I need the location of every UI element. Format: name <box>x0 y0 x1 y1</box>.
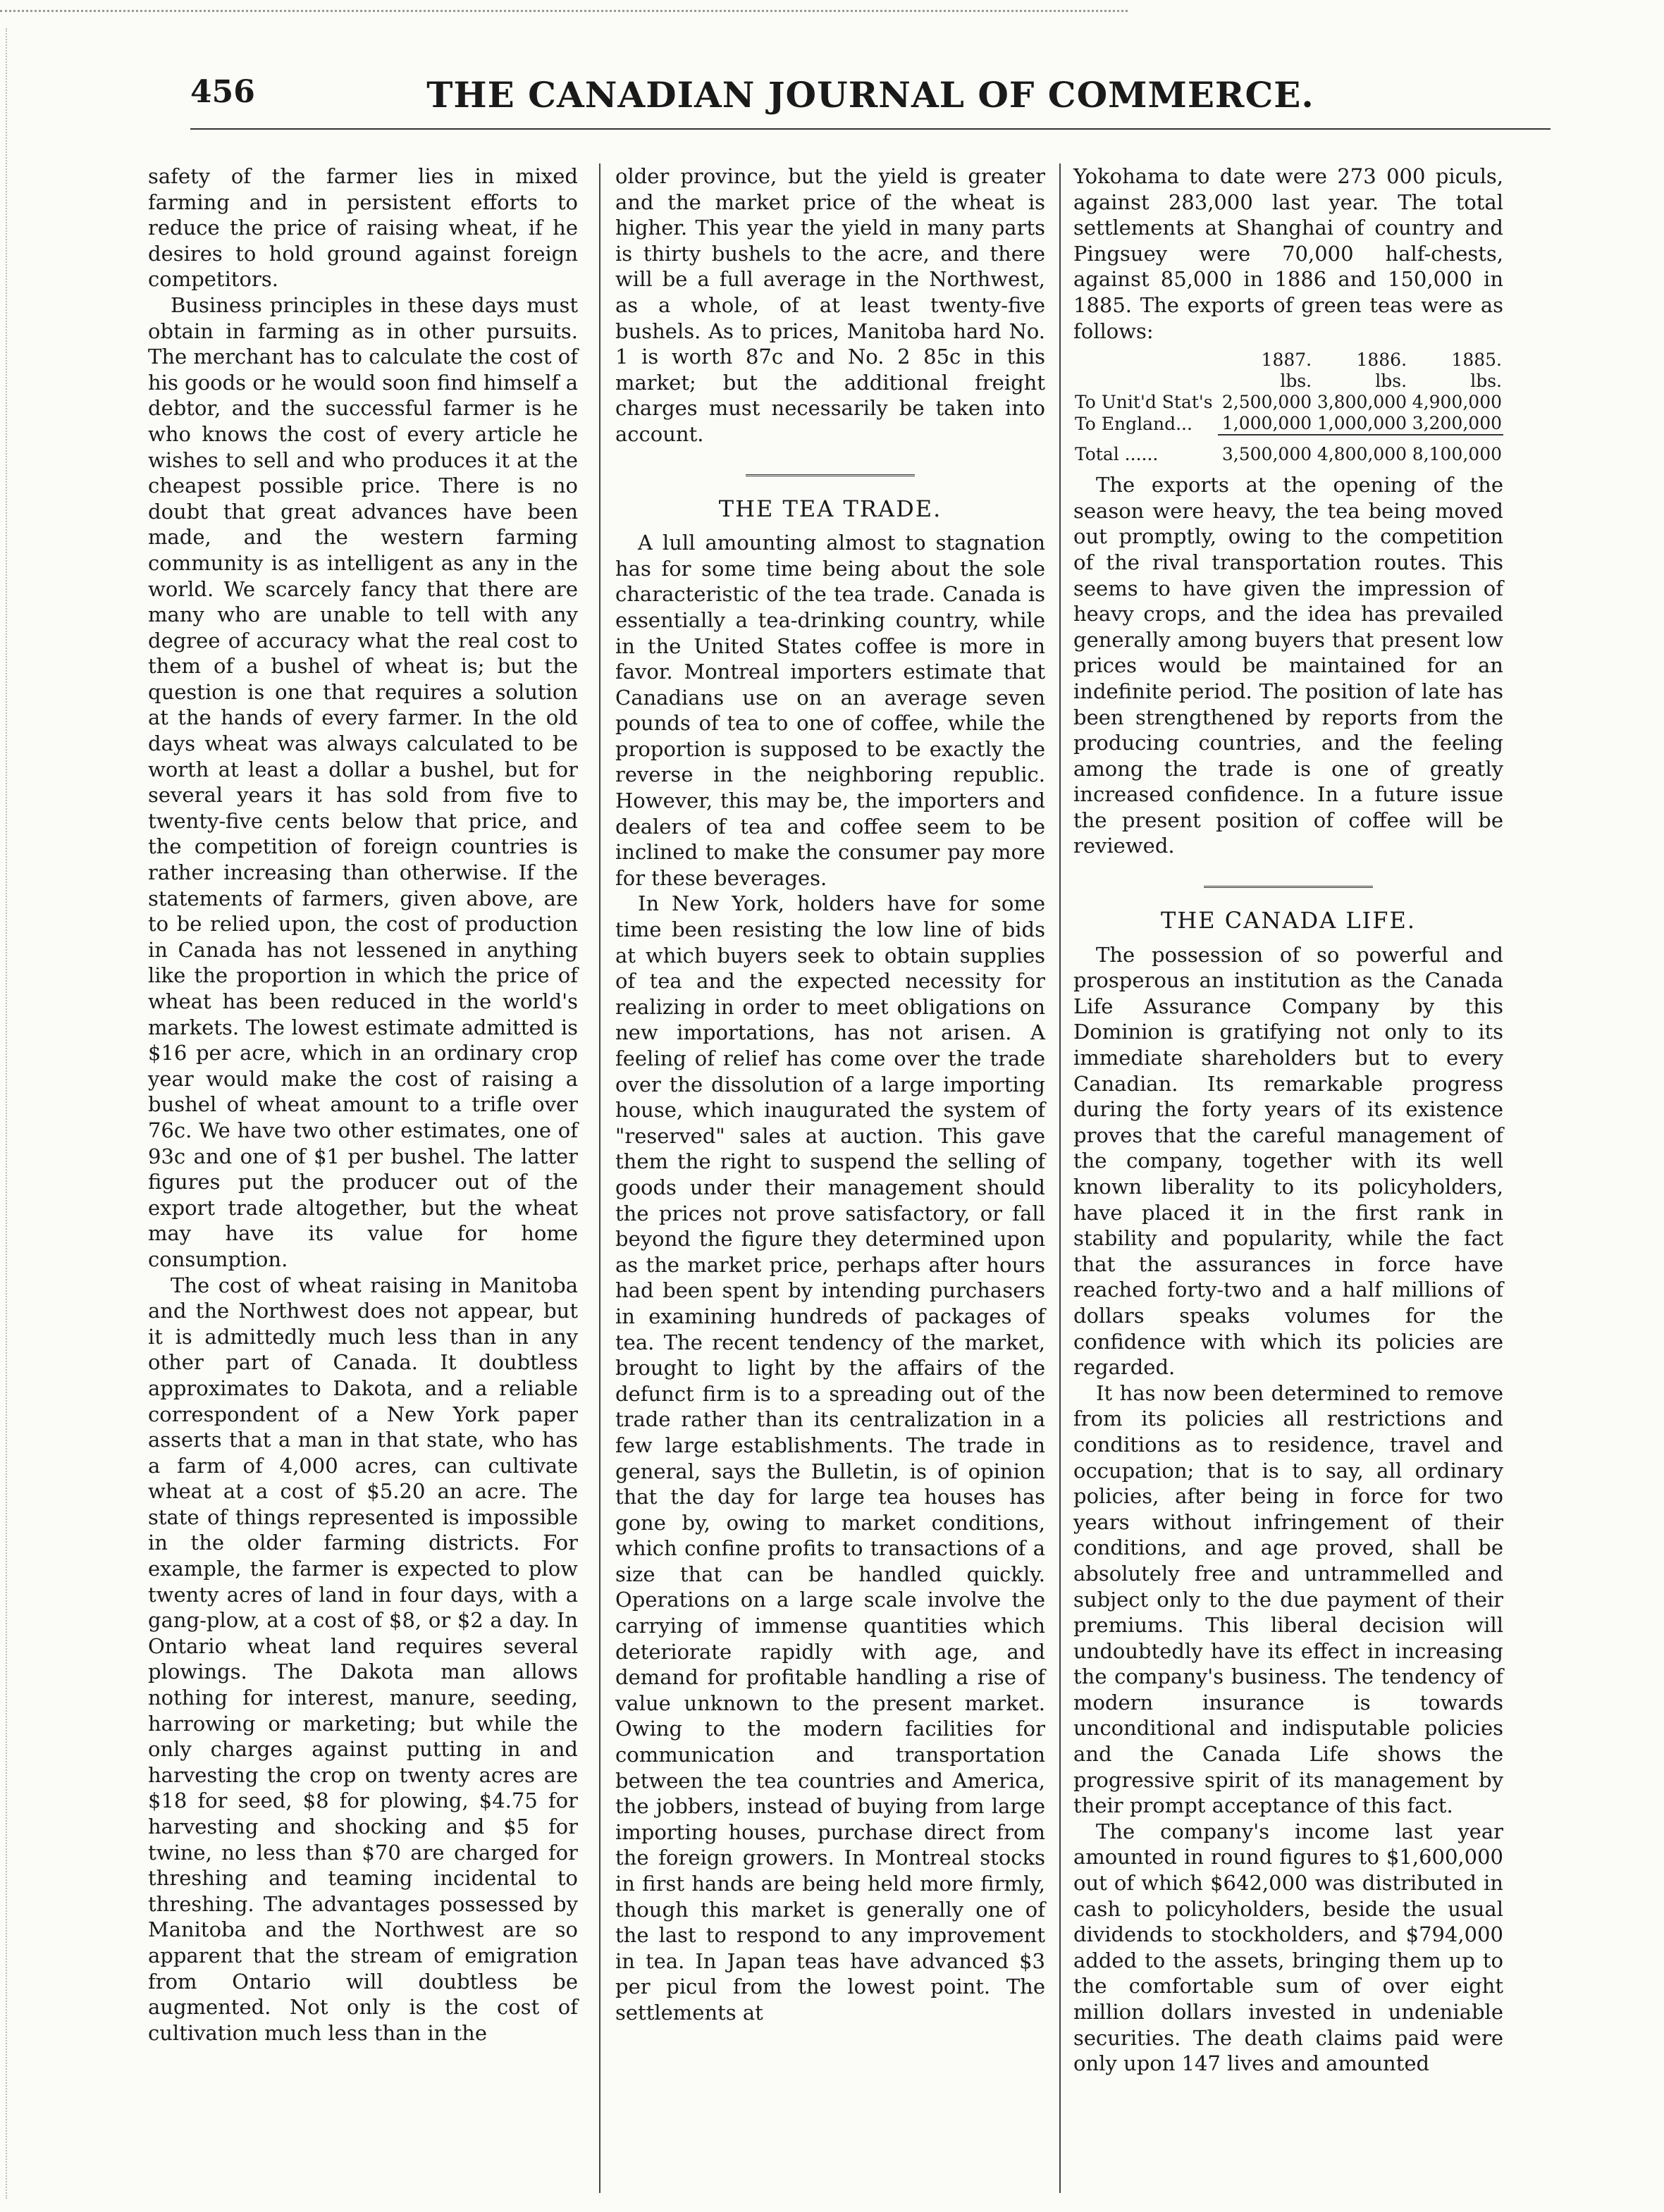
year-header: 1885. <box>1451 350 1502 371</box>
column-2 <box>615 163 1045 2026</box>
column-divider <box>599 163 600 2193</box>
top-border <box>0 10 1128 12</box>
paragraph: The exports at the opening of the season were heavy, the tea being moved out promptly, owing to the competition of the rival transportation routes. This seems to have given the impression of heavy crops, and the idea has prevailed generally among buyers that present low prices would be maintained for an indefinite period. The position of late has been strengthened by reports from the producing countries, and the feeling among the trade is one of greatly increased confidence. In a future issue the present position of coffee will be reviewed. <box>1073 473 1503 858</box>
left-margin-marks <box>6 28 27 2199</box>
table-cell: 1,000,000 <box>1221 413 1312 434</box>
table-header-row <box>1073 350 1503 371</box>
paragraph: It has now been determined to remove from its policies all restrictions and conditions as to residence, travel and occupation; that is to say, all ordinary policies, after being in force for two years without infringement of their conditions, and age proved, shall be absolutely free and untrammelled and subject only to the due payment of their premiums. This liberal decision will undoubtedly have its effect in increasing the company's business. The tendency of modern insurance is towards unconditional and indisputable policies and the Canada Life shows the progressive spirit of its management by their prompt acceptance of this fact. <box>1073 1380 1503 1818</box>
row-label: To Unit'd Stat's <box>1075 392 1213 413</box>
section-divider <box>746 474 915 479</box>
table-cell: 4,900,000 <box>1412 392 1502 413</box>
table-units-row <box>1073 371 1503 392</box>
row-label: Total ...... <box>1075 443 1159 464</box>
table-cell: 1,000,000 <box>1317 413 1407 434</box>
column-1 <box>148 163 578 2046</box>
paragraph: Yokohama to date were 273 000 piculs, against 283,000 last year. The total settlements at Shanghai of country and Pingsuey were 70,000 half-chests, against 85,000 in 1886 and 150,000 in 1885. The exports of green teas were as follows: <box>1073 164 1503 343</box>
paragraph: The cost of wheat raising in Manitoba and the Northwest does not appear, but it is admittedly much less than in any other part of Canada. It doubtless approximates to Dakota, and a reliable correspondent of a New York paper asserts that a man in that state, who has a farm of 4,000 acres, can cultivate wheat at a cost of $5.20 an acre. The state of things represented is impossible in the older farming districts. For example, the farmer is expected to plow twenty acres of land in four days, with a gang-plow, at a cost of $8, or $2 a day. In Ontario wheat land requires several plowings. The Dakota man allows nothing for interest, manure, seeding, harrowing or marketing; but while the only charges against putting in and harvesting the crop on twenty acres are $18 for seed, $8 for plowing, $4.75 for harvesting and shocking and $5 for twine, no less than $70 are charged for threshing and teaming incidental to threshing. The advantages possessed by Manitoba and the Northwest are so apparent that the stream of emigration from Ontario will doubtless be augmented. Not only is the cost of cultivation much less than in the <box>148 1273 578 2045</box>
section-heading-canada-life: THE CANADA LIFE. <box>1160 907 1417 934</box>
paragraph: In New York, holders have for some time been resisting the low line of bids at which buyers seek to obtain supplies of tea and the expected necessity for realizing in order to meet obligations on new importations, has not arisen. A feeling of relief has come over the trade over the dissolution of a large importing house, which inaugurated the system of "reserved" sales at auction. This gave them the right to suspend the selling of goods under their management should the prices not prove satisfactory, or fall beyond the figure they determined upon as the market price, perhaps after hours had been spent by intending purchasers in examining hundreds of packages of tea. The recent tendency of the market, brought to light by the affairs of the defunct firm is to a spreading out of the trade rather than its centralization in a few large establishments. The trade in general, says the Bulletin, is of opinion that the day for large tea houses has gone by, owing to market conditions, which confine profits to transactions of a size that can be handled quickly. Operations on a large scale involve the carrying of immense quantities which deteriorate rapidly with age, and demand for profitable handling a rise of value unknown to the present market. Owing to the modern facilities for communication and transportation between the tea countries and America, the jobbers, instead of buying from large importing houses, purchase direct from the foreign growers. In Montreal stocks in first hands are being held more firmly, though this market is generally one of the last to respond to any improvement in tea. In Japan teas have advanced $3 per picul from the lowest point. The settlements at <box>615 891 1045 2025</box>
table-cell: 3,800,000 <box>1317 392 1407 413</box>
table-cell: 8,100,000 <box>1408 435 1503 465</box>
table-cell: 4,800,000 <box>1313 435 1408 465</box>
paragraph: older province, but the yield is greater and the market price of the wheat is higher. This year the yield in many parts is thirty bushels to the acre, and there will be a full average in the Northwest, as a whole, of at least twenty-five bushels. As to prices, Manitoba hard No. 1 is worth 87c and No. 2 85c in this market; but the additional freight charges must necessarily be taken into account. <box>615 164 1045 446</box>
paragraph: safety of the farmer lies in mixed farming and in persistent efforts to reduce the price of raising wheat, if he desires to hold ground against foreign competitors. <box>148 164 578 292</box>
table-cell: 3,500,000 <box>1218 435 1313 465</box>
page-header <box>190 74 1551 130</box>
page-number: 456 <box>190 74 255 110</box>
table-row <box>1073 413 1503 435</box>
unit-header: lbs. <box>1280 371 1312 392</box>
table-row <box>1073 392 1503 413</box>
paragraph: A lull amounting almost to stagnation has for some time being about the sole characteristic of the tea trade. Canada is essentially a tea-drinking country, while in the United States coffee is more in favor. Montreal importers estimate that Canadians use on an average seven pounds of tea to one of coffee, while the proportion is supposed to be exactly the reverse in the neighboring republic. However, this may be, the importers and dealers of tea and coffee seem to be inclined to make the consumer pay more for these beverages. <box>615 531 1045 890</box>
paragraph: The possession of so powerful and prosperous an institution as the Canada Life Assurance Company by this Dominion is gratifying not only to its immediate shareholders but to every Canadian. Its remarkable progress during the forty years of its existence proves that the careful management of the company, together with its well known liberality to its policyholders, have placed it in the first rank in stability and popularity, while the fact that the assurances in force have reached forty-two and a half millions of dollars speaks volumes for the confidence with which its policies are regarded. <box>1073 942 1503 1380</box>
table-cell: 3,200,000 <box>1412 413 1502 434</box>
year-header: 1886. <box>1356 350 1407 371</box>
header-rule <box>190 128 1551 130</box>
column-divider <box>1059 163 1061 2193</box>
green-tea-exports-table <box>1073 350 1503 465</box>
section-divider <box>1204 886 1373 891</box>
journal-title: THE CANADIAN JOURNAL OF COMMERCE. <box>426 74 1314 116</box>
paragraph: Business principles in these days must obtain in farming as in other pursuits. The merchant has to calculate the cost of his goods or he would soon find himself a debtor, and the successful farmer is he who knows the cost of every article he wishes to sell and who produces it at the cheapest possible price. There is no doubt that great advances have been made, and the western farming community is as intelligent as any in the world. We scarcely fancy that there are many who are unable to tell with any degree of accuracy what the real cost to them of a bushel of wheat is; but the question is one that requires a solution at the hands of every farmer. In the old days wheat was always calculated to be worth at least a dollar a bushel, but for several years it has sold from five to twenty-five cents below that price, and the competition of foreign countries is rather increasing than otherwise. If the statements of farmers, given above, are to be relied upon, the cost of production in Canada has not lessened in anything like the proportion in which the price of wheat has been reduced in the world's markets. The lowest estimate admitted is $16 per acre, which in an ordinary crop year would make the cost of raising a bushel of wheat amount to a trifle over 76c. We have two other estimates, one of 93c and one of $1 per bushel. The latter figures put the producer out of the export trade altogether, but the wheat may have its value for home consumption. <box>148 292 578 1271</box>
column-3 <box>1073 163 1503 2077</box>
paragraph: The company's income last year amounted in round figures to $1,600,000 out of which $642,000 was distributed in cash to policyholders, beside the usual dividends to stockholders, and $794,000 added to the assets, bringing them up to the comfortable sum of over eight million dollars invested in undeniable securities. The death claims paid were only upon 147 lives and amounted <box>1073 1819 1503 2076</box>
section-heading-tea-trade: THE TEA TRADE. <box>718 495 942 522</box>
table-cell: 2,500,000 <box>1221 392 1312 413</box>
row-label: To England... <box>1075 413 1192 434</box>
unit-header: lbs. <box>1470 371 1502 392</box>
table-total-row <box>1073 435 1503 465</box>
unit-header: lbs. <box>1375 371 1407 392</box>
year-header: 1887. <box>1261 350 1312 371</box>
